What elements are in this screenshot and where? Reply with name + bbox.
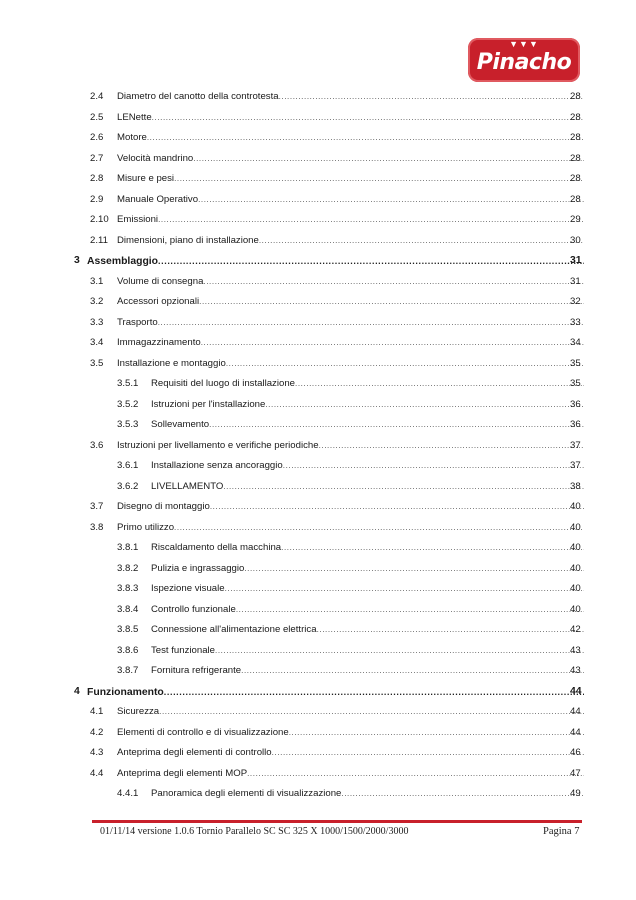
toc-entry-title-wrap: [117, 89, 584, 105]
toc-entry-title: Installazione senza ancoraggio: [151, 460, 283, 471]
toc-entry-number: 4.1: [90, 706, 104, 717]
toc-entry-title: Funzionamento: [87, 686, 164, 698]
toc-entry-title-wrap: [117, 438, 584, 454]
toc-entry-page: 38: [570, 480, 581, 492]
toc-entry-title: Controllo funzionale: [151, 603, 236, 615]
toc-dot-leader: [158, 253, 584, 269]
toc-entry[interactable]: [0, 335, 636, 351]
toc-entry-title: Istruzioni per livellamento e verifiche periodiche: [117, 439, 319, 451]
toc-entry-title-wrap: [117, 294, 584, 310]
toc-entry-title-wrap: [151, 479, 584, 495]
toc-entry-title: Ispezione visuale: [151, 583, 225, 594]
toc-entry-title-wrap: [117, 151, 584, 167]
toc-entry[interactable]: [0, 89, 636, 105]
toc-entry-number: 3.5.1: [117, 378, 139, 389]
toc-entry[interactable]: [0, 663, 636, 679]
toc-dot-leader: [341, 786, 584, 802]
toc-entry-number: 3.8.2: [117, 562, 139, 574]
toc-entry-page: 47: [570, 767, 581, 779]
toc-entry-title: Installazione e montaggio: [117, 357, 226, 369]
toc-entry-title-wrap: [151, 397, 584, 413]
toc-entry[interactable]: [0, 766, 636, 782]
toc-entry-title-wrap: [117, 725, 584, 741]
toc-entry-number: 3.8.3: [117, 583, 139, 594]
toc-entry-number: 4: [74, 685, 80, 697]
toc-entry-page: 28: [570, 152, 581, 164]
toc-entry[interactable]: [0, 622, 636, 638]
toc-entry-title: Panoramica degli elementi di visualizzazione: [151, 788, 342, 799]
toc-entry-title: Elementi di controllo e di visualizzazione: [117, 726, 289, 738]
toc-entry-title: LIVELLAMENTO: [151, 480, 224, 492]
toc-entry[interactable]: [0, 479, 636, 495]
toc-entry-number: 4.4.1: [117, 788, 139, 799]
toc-entry-page: 44: [570, 726, 581, 738]
toc-entry-page: 37: [570, 439, 581, 451]
toc-entry-page: 28: [570, 132, 581, 143]
toc-entry-number: 3.5.2: [117, 398, 139, 410]
toc-entry-page: 44: [570, 685, 582, 697]
toc-entry-page: 42: [570, 624, 581, 635]
toc-entry[interactable]: [0, 151, 636, 167]
toc-dot-leader: [295, 376, 584, 392]
toc-entry-number: 2.5: [90, 111, 104, 123]
toc-dot-leader: [158, 315, 584, 331]
toc-entry-page: 40: [570, 583, 581, 594]
toc-dot-leader: [201, 335, 584, 351]
toc-dot-leader: [164, 684, 584, 700]
toc-entry-title-wrap: [117, 171, 584, 187]
toc-entry-title-wrap: [117, 766, 584, 782]
toc-entry-title: Assemblaggio: [87, 256, 159, 267]
toc-entry-page: 40: [570, 603, 581, 615]
toc-entry-page: 31: [570, 255, 582, 266]
toc-entry[interactable]: [0, 110, 636, 126]
toc-dot-leader: [209, 417, 584, 433]
toc-entry[interactable]: [0, 458, 636, 474]
toc-entry-title: Motore: [117, 132, 147, 143]
toc-dot-leader: [236, 602, 584, 618]
toc-entry-number: 3.2: [90, 296, 104, 307]
toc-entry-title: Anteprima degli elementi MOP: [117, 767, 248, 779]
crown-icon: ▼▼▼: [509, 39, 539, 49]
toc-entry-number: 3.5: [90, 357, 104, 369]
toc-entry-page: 40: [570, 521, 581, 533]
toc-entry-page: 35: [570, 378, 581, 389]
toc-entry-number: 3.6: [90, 439, 104, 451]
toc-entry-number: 4.3: [90, 747, 104, 758]
toc-entry-title-wrap: [117, 315, 584, 331]
toc-entry[interactable]: [0, 643, 636, 659]
toc-entry-title: Istruzioni per l'installazione: [151, 398, 266, 410]
toc-entry-page: 28: [570, 91, 581, 102]
toc-entry-title-wrap: [117, 520, 584, 536]
footer-divider: [92, 820, 582, 823]
toc-entry[interactable]: [0, 745, 636, 761]
toc-entry[interactable]: [0, 274, 636, 290]
toc-entry-title: Accessori opzionali: [117, 296, 200, 307]
toc-entry-number: 3: [74, 255, 80, 266]
toc-entry-title: Riscaldamento della macchina: [151, 542, 282, 553]
toc-entry-title: Test funzionale: [151, 644, 215, 656]
toc-entry-page: 30: [570, 234, 581, 246]
toc-entry-page: 31: [570, 275, 581, 287]
toc-entry-title-wrap: [151, 561, 584, 577]
toc-entry[interactable]: [0, 171, 636, 187]
logo-text: Pinacho: [476, 50, 572, 75]
toc-entry-title: Trasporto: [117, 316, 158, 328]
toc-dot-leader: [225, 581, 584, 597]
toc-dot-leader: [210, 499, 584, 515]
toc-entry-number: 3.8.1: [117, 542, 139, 553]
toc-entry-page: 32: [570, 296, 581, 307]
toc-entry-number: 3.8.4: [117, 603, 139, 615]
toc-dot-leader: [259, 233, 584, 249]
toc-dot-leader: [223, 479, 584, 495]
toc-entry-number: 4.2: [90, 726, 104, 738]
toc-entry-title: Immagazzinamento: [117, 337, 201, 348]
toc-entry[interactable]: [0, 725, 636, 741]
toc-entry[interactable]: [0, 499, 636, 515]
toc-entry-page: 49: [570, 788, 581, 799]
toc-entry-number: 3.3: [90, 316, 104, 328]
toc-entry[interactable]: [0, 192, 636, 208]
toc-entry-title-wrap: [117, 212, 584, 228]
toc-dot-leader: [199, 294, 584, 310]
toc-entry-number: 4.4: [90, 767, 104, 779]
toc-entry-title: Misure e pesi: [117, 173, 175, 184]
toc-entry-title: Requisiti del luogo di installazione: [151, 378, 295, 389]
toc-entry[interactable]: [0, 417, 636, 433]
toc-entry[interactable]: [0, 684, 636, 700]
toc-entry-page: 37: [570, 460, 581, 471]
toc-entry-page: 34: [570, 337, 581, 348]
toc-entry-title-wrap: [117, 233, 584, 249]
toc-entry-title-wrap: [151, 417, 584, 433]
toc-entry-page: 43: [570, 665, 581, 676]
toc-entry-number: 3.8.6: [117, 644, 139, 656]
toc-entry-number: 3.6.1: [117, 460, 139, 471]
toc-entry[interactable]: [0, 376, 636, 392]
toc-dot-leader: [319, 438, 584, 454]
toc-entry-title-wrap: [117, 704, 584, 720]
toc-dot-leader: [317, 622, 584, 638]
toc-entry-title-wrap: [117, 745, 584, 761]
toc-dot-leader: [174, 520, 584, 536]
toc-entry-title-wrap: [151, 786, 584, 802]
toc-entry[interactable]: [0, 704, 636, 720]
toc-entry-number: 2.9: [90, 193, 104, 205]
toc-entry-title: LENette: [117, 111, 152, 123]
toc-entry-title: Disegno di montaggio: [117, 501, 210, 512]
toc-entry-title-wrap: [151, 581, 584, 597]
toc-entry-number: 2.6: [90, 132, 104, 143]
toc-entry-title: Sollevamento: [151, 419, 210, 430]
toc-entry-title: Diametro del canotto della controtesta: [117, 91, 279, 102]
toc-entry[interactable]: [0, 233, 636, 249]
toc-entry-title-wrap: [87, 684, 584, 700]
toc-entry[interactable]: [0, 561, 636, 577]
toc-entry-title-wrap: [117, 192, 584, 208]
toc-dot-leader: [265, 397, 584, 413]
toc-entry-page: 46: [570, 747, 581, 758]
toc-entry-number: 3.6.2: [117, 480, 139, 492]
toc-entry-title-wrap: [117, 110, 584, 126]
toc-entry-page: 36: [570, 419, 581, 430]
toc-dot-leader: [174, 171, 584, 187]
toc-entry-page: 28: [570, 193, 581, 205]
toc-dot-leader: [152, 110, 584, 126]
toc-entry-title: Sicurezza: [117, 706, 160, 717]
toc-entry-number: 2.4: [90, 91, 104, 102]
toc-entry-page: 29: [570, 214, 581, 225]
toc-entry-number: 3.7: [90, 501, 104, 512]
toc-dot-leader: [289, 725, 584, 741]
toc-entry-number: 2.8: [90, 173, 104, 184]
toc-entry-title-wrap: [117, 356, 584, 372]
toc-entry-title: Connessione all'alimentazione elettrica: [151, 624, 317, 635]
toc-entry-page: 28: [570, 173, 581, 184]
toc-entry-title: Dimensioni, piano di installazione: [117, 234, 259, 246]
toc-entry-title: Manuale Operativo: [117, 193, 199, 205]
toc-dot-leader: [241, 663, 584, 679]
toc-entry-page: 43: [570, 644, 581, 656]
toc-entry-number: 3.8.5: [117, 624, 139, 635]
toc-dot-leader: [215, 643, 584, 659]
toc-entry-number: 2.7: [90, 152, 104, 164]
toc-entry-page: 40: [570, 562, 581, 574]
toc-entry-title-wrap: [151, 540, 584, 556]
toc-entry-title-wrap: [151, 643, 584, 659]
toc-dot-leader: [147, 130, 584, 146]
toc-entry-title-wrap: [87, 253, 584, 269]
toc-dot-leader: [226, 356, 584, 372]
toc-dot-leader: [198, 192, 584, 208]
toc-entry[interactable]: [0, 520, 636, 536]
toc-dot-leader: [281, 540, 584, 556]
toc-entry-title: Fornitura refrigerante: [151, 665, 242, 676]
toc-entry-title: Anteprima degli elementi di controllo: [117, 747, 272, 758]
toc-entry-title-wrap: [117, 274, 584, 290]
toc-entry[interactable]: [0, 253, 636, 269]
toc-entry-title-wrap: [151, 458, 584, 474]
toc-entry-number: 3.8.7: [117, 665, 139, 676]
toc-entry[interactable]: [0, 294, 636, 310]
toc-dot-leader: [247, 766, 584, 782]
page-number: Pagina 7: [543, 826, 580, 837]
toc-dot-leader: [158, 212, 584, 228]
toc-entry-title: Velocità mandrino: [117, 152, 194, 164]
toc-entry-number: 3.8: [90, 521, 104, 533]
toc-entry[interactable]: [0, 397, 636, 413]
toc-entry-title-wrap: [151, 376, 584, 392]
toc-entry-title: Volume di consegna: [117, 275, 204, 287]
toc-entry-page: 40: [570, 501, 581, 512]
toc-entry-page: 40: [570, 542, 581, 553]
toc-dot-leader: [193, 151, 584, 167]
toc-entry-title-wrap: [117, 335, 584, 351]
toc-entry-page: 28: [570, 111, 581, 123]
toc-entry-number: 2.10: [90, 214, 109, 225]
pinacho-logo: [468, 38, 580, 82]
toc-entry[interactable]: [0, 581, 636, 597]
toc-entry-number: 2.11: [90, 234, 108, 246]
toc-entry-page: 33: [570, 316, 581, 328]
toc-entry-title: Primo utilizzo: [117, 521, 175, 533]
footer-version-text: 01/11/14 versione 1.0.6 Tornio Parallelo SC SC 325 X 1000/1500/2000/3000: [100, 826, 409, 837]
toc-dot-leader: [283, 458, 584, 474]
toc-entry-number: 3.1: [90, 275, 104, 287]
toc-dot-leader: [244, 561, 584, 577]
toc-dot-leader: [203, 274, 584, 290]
toc-entry[interactable]: [0, 602, 636, 618]
toc-entry-page: 36: [570, 398, 581, 410]
toc-entry[interactable]: [0, 786, 636, 802]
toc-entry[interactable]: [0, 438, 636, 454]
toc-entry-number: 3.4: [90, 337, 104, 348]
toc-entry[interactable]: [0, 356, 636, 372]
toc-entry-title-wrap: [117, 499, 584, 515]
toc-dot-leader: [279, 89, 584, 105]
toc-dot-leader: [159, 704, 584, 720]
toc-entry-title: Pulizia e ingrassaggio: [151, 562, 245, 574]
toc-entry[interactable]: [0, 315, 636, 331]
toc-entry-title-wrap: [151, 622, 584, 638]
toc-entry-title-wrap: [117, 130, 584, 146]
toc-entry-title: Emissioni: [117, 214, 159, 225]
toc-dot-leader: [272, 745, 584, 761]
toc-entry-title-wrap: [151, 663, 584, 679]
toc-entry-number: 3.5.3: [117, 419, 139, 430]
toc-entry-page: 35: [570, 357, 581, 369]
toc-entry[interactable]: [0, 212, 636, 228]
toc-entry-page: 44: [570, 706, 581, 717]
toc-entry[interactable]: [0, 540, 636, 556]
toc-entry-title-wrap: [151, 602, 584, 618]
toc-entry[interactable]: [0, 130, 636, 146]
